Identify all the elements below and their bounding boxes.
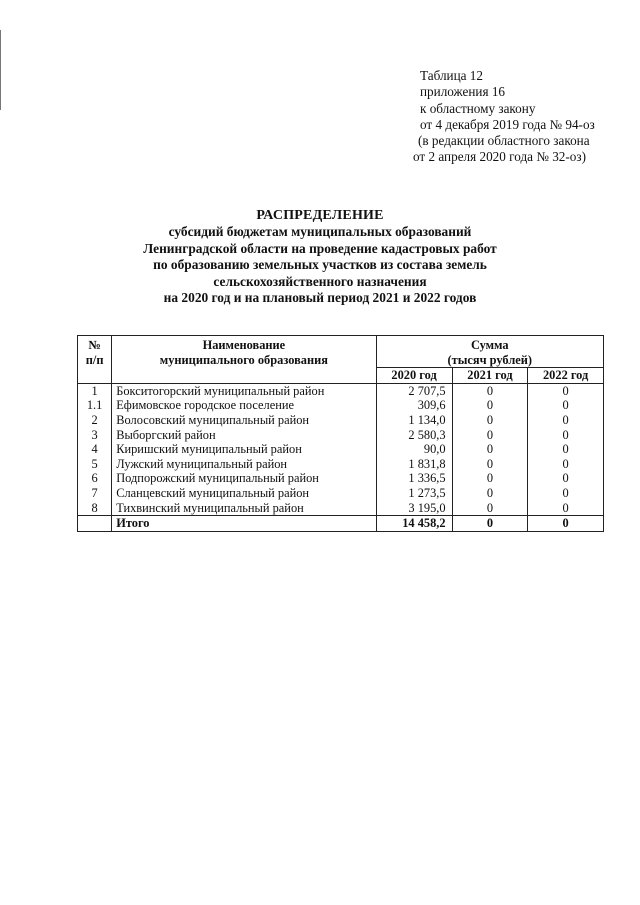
title-main: РАСПРЕДЕЛЕНИЕ xyxy=(256,208,384,223)
row-num: 2 xyxy=(78,413,112,428)
table-row xyxy=(78,398,604,413)
table-row xyxy=(78,471,604,486)
header-line: к областному закону xyxy=(420,100,536,116)
row-name: Киришский муниципальный район xyxy=(112,442,376,457)
row-2021: 0 xyxy=(452,413,528,428)
row-2022: 0 xyxy=(528,471,604,486)
total-2020: 14 458,2 xyxy=(376,516,452,532)
table-row xyxy=(78,442,604,457)
row-2020: 2 707,5 xyxy=(376,383,452,398)
header-line: (в редакции областного закона xyxy=(418,133,590,149)
total-row xyxy=(78,516,604,532)
row-num: 6 xyxy=(78,471,112,486)
header-num xyxy=(78,336,112,384)
title-line: Ленинградской области на проведение кадастровых работ xyxy=(143,240,497,256)
row-num: 1.1 xyxy=(78,398,112,413)
row-name: Выборгский район xyxy=(112,428,376,443)
total-2022: 0 xyxy=(528,516,604,532)
row-2022: 0 xyxy=(528,457,604,472)
total-label: Итого xyxy=(112,516,376,532)
header-sum-line: Сумма xyxy=(470,338,509,352)
row-num: 8 xyxy=(78,501,112,516)
row-2020: 1 134,0 xyxy=(376,413,452,428)
row-2022: 0 xyxy=(528,428,604,443)
row-2020: 1 273,5 xyxy=(376,486,452,501)
row-2020: 1 831,8 xyxy=(376,457,452,472)
row-num: 1 xyxy=(78,383,112,398)
row-name: Сланцевский муниципальный район xyxy=(112,486,376,501)
row-2020: 3 195,0 xyxy=(376,501,452,516)
row-name: Тихвинский муниципальный район xyxy=(112,501,376,516)
row-2021: 0 xyxy=(452,457,528,472)
row-2022: 0 xyxy=(528,383,604,398)
row-name: Ефимовское городское поселение xyxy=(112,398,376,413)
row-name: Лужский муниципальный район xyxy=(112,457,376,472)
row-2021: 0 xyxy=(452,383,528,398)
approval-header xyxy=(413,68,595,166)
header-line: приложения 16 xyxy=(420,84,506,100)
scan-edge-line xyxy=(0,30,1,110)
row-num: 5 xyxy=(78,457,112,472)
header-sum xyxy=(376,336,603,368)
header-line: от 2 апреля 2020 года № 32-оз) xyxy=(413,149,586,165)
row-2021: 0 xyxy=(452,501,528,516)
table-row xyxy=(78,486,604,501)
header-num-line: № xyxy=(88,338,101,352)
row-2021: 0 xyxy=(452,442,528,457)
title-line: сельскохозяйственного назначения xyxy=(213,273,427,289)
row-2021: 0 xyxy=(452,428,528,443)
title-line: по образованию земельных участков из состава земель xyxy=(153,257,487,273)
row-2020: 1 336,5 xyxy=(376,471,452,486)
total-2021: 0 xyxy=(452,516,528,532)
table-row xyxy=(78,428,604,443)
title-line: на 2020 год и на плановый период 2021 и 2022 годов xyxy=(163,290,477,306)
row-2020: 90,0 xyxy=(376,442,452,457)
row-2020: 309,6 xyxy=(376,398,452,413)
table-row xyxy=(78,413,604,428)
header-sum-line: (тысяч рублей) xyxy=(447,352,533,367)
header-name-line: Наименование xyxy=(202,338,286,352)
row-2021: 0 xyxy=(452,398,528,413)
row-num: 7 xyxy=(78,486,112,501)
row-2022: 0 xyxy=(528,442,604,457)
title-line: субсидий бюджетам муниципальных образований xyxy=(168,224,472,240)
header-num-line: п/п xyxy=(85,352,104,367)
header-name xyxy=(112,336,376,384)
document-title xyxy=(100,208,540,306)
row-num: 3 xyxy=(78,428,112,443)
row-2021: 0 xyxy=(452,486,528,501)
row-num: 4 xyxy=(78,442,112,457)
row-2021: 0 xyxy=(452,471,528,486)
header-year-2022: 2022 год xyxy=(528,368,604,384)
header-name-line: муниципального образования xyxy=(159,352,328,367)
header-year-2021: 2021 год xyxy=(452,368,528,384)
row-2020: 2 580,3 xyxy=(376,428,452,443)
header-year-2020: 2020 год xyxy=(376,368,452,384)
header-line: от 4 декабря 2019 года № 94-оз xyxy=(420,116,595,132)
header-line: Таблица 12 xyxy=(420,68,483,83)
row-name: Подпорожский муниципальный район xyxy=(112,471,376,486)
table-row xyxy=(78,501,604,516)
row-2022: 0 xyxy=(528,486,604,501)
row-2022: 0 xyxy=(528,413,604,428)
row-2022: 0 xyxy=(528,501,604,516)
subsidy-table xyxy=(77,335,604,532)
table-row xyxy=(78,457,604,472)
row-2022: 0 xyxy=(528,398,604,413)
row-name: Волосовский муниципальный район xyxy=(112,413,376,428)
row-name: Бокситогорский муниципальный район xyxy=(112,383,376,398)
total-num-cell xyxy=(78,516,112,532)
table-row xyxy=(78,383,604,398)
